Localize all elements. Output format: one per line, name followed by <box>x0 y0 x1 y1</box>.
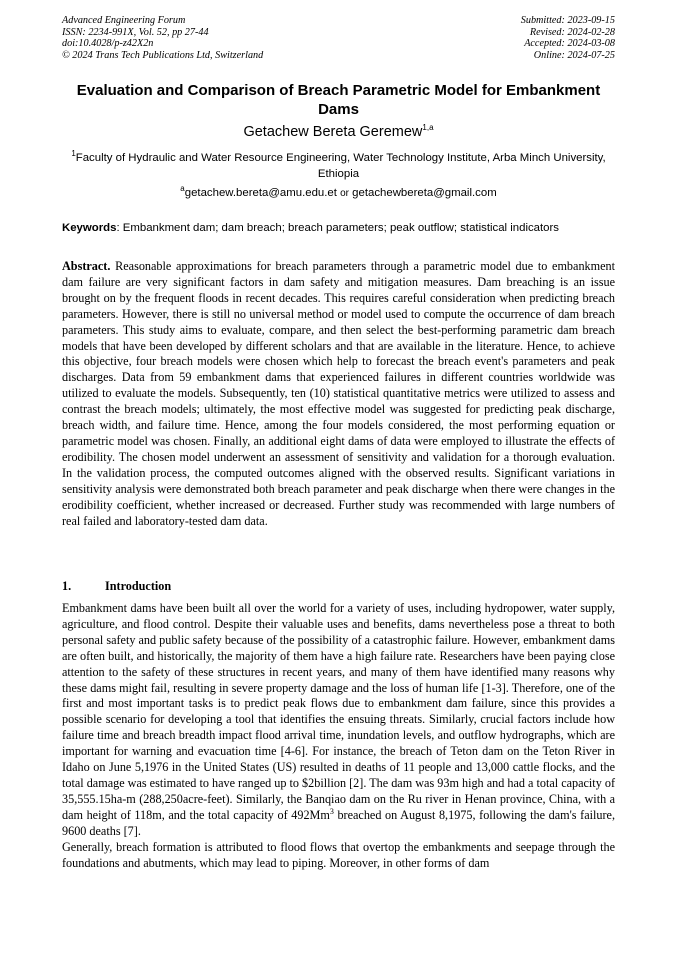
dates-header <box>521 15 615 61</box>
email-line <box>62 186 615 201</box>
cubic-superscript: 3 <box>329 806 334 816</box>
keywords <box>62 221 615 236</box>
author-line <box>62 123 615 141</box>
email-primary[interactable]: getachew.bereta@amu.edu.et <box>184 187 337 199</box>
affiliation <box>62 150 615 182</box>
section-number: 1. <box>62 579 72 593</box>
abstract <box>62 259 615 529</box>
doi-line: doi:10.4028/p-z42X2n <box>62 38 154 50</box>
affiliation-superscript: 1 <box>71 149 76 159</box>
author-name: Getachew Bereta Geremew <box>243 124 423 140</box>
online-date: Online: 2024-07-25 <box>533 49 615 61</box>
intro-paragraph-1-end: breached on August 8,1975, following the dam's failure, 9600 deaths [7]. <box>62 807 615 838</box>
introduction-body <box>62 601 615 871</box>
copyright-line: © 2024 Trans Tech Publications Ltd, Switzerland <box>62 49 264 61</box>
email-superscript: a <box>180 184 185 194</box>
intro-paragraph-1-text: Embankment dams have been built all over the world for a variety of uses, including hydropower, water supply, agriculture, and flood control. Despite their valuable uses and benefits, dams nevertheless pose a threat to both personal safety and public safety because of the possibility of a catastrophic failure. However, embankment dams are often built, and historically, the majority of them have a high failure rate. Researchers have been paying close attention to the safety of these structures in recent years, and many of them have identified many reasons why these dams might fail, resulting in severe property damage and the loss of human life [1-3]. Therefore, one of the first and most important tasks is to predict peak flows due to embankment dam failure, since this provides a possible scenario for developing a tool that identifies the ensuing threats. Similarly, crucial factors include how failure time and breach breadth impact flood arrival time, inundation levels, and outflow hydrographs, which are important for warning and evacuation time [4-6]. For instance, the breach of Teton dam on the Teton River in Idaho on June 5,1976 in the United States (US) resulted in deaths of 11 people and 13,000 cattle flocks, and the total damage was estimated to have ranged up to $2billion [2]. The dam was 93m high and had a total capacity of 35,555.15ha-m (288,250acre-feet). Similarly, the Banqiao dam on the Ru river in Henan province, China, with a dam height of 118m, and the total capacity of 492Mm <box>62 601 615 822</box>
keywords-label: Keywords <box>62 222 117 234</box>
abstract-text: Reasonable approximations for breach parameters through a parametric model due to embankment dam failure are very significant factors in dam safety and mitigation measures. Dam breaching is an issue brought on by the frequent floods in recent decades. This requires careful consideration when predicting breach parameters. However, there is still no universal method or model used to compute the occurrence of dam breach parameters. This study aims to evaluate, compare, and then select the best-performing parametric dam breach models that have been developed by different scholars and that are available in the literature. Hence, to achieve this objective, four breach models were chosen which help to forecast the breach event's parameters and peak discharges. Data from 59 embankment dams that experienced failures in different countries worldwide was utilized to evaluate the models. Subsequently, ten (10) statistical quantitative metrics were utilized to assess and contrast the breach models; ultimately, the most effective model was suggested for predicting peak discharge, breach width, and failure time. Hence, among the four models considered, the most performing equation or parametric model was chosen. Finally, an additional eight dams of data were employed to illustrate the effects of erodibility. The chosen model underwent an assessment of sensitivity and validation for a thorough evaluation. In the validation process, the computed outcomes aligned with the observed results. Significant variations in sensitivity analysis were demonstrated both breach parameter and peak discharge when there were changes in the erodibility coefficient, whether increased or decreased. Further study was recommended with large numbers of real failed and laboratory-tested dam data. <box>62 259 615 528</box>
journal-header <box>62 15 263 61</box>
submitted-date: Submitted: 2023-09-15 <box>520 15 615 26</box>
intro-paragraph-2: Generally, breach formation is attributed to flood flows that overtop the embankments and seepage through the foundations and abutments, which may lead to piping. Moreover, in other forms of dam <box>62 839 615 870</box>
author-superscript: 1,a <box>422 123 434 133</box>
abstract-label: Abstract. <box>62 259 111 273</box>
accepted-date: Accepted: 2024-03-08 <box>524 38 615 50</box>
section-heading <box>62 578 171 594</box>
affiliation-text: Faculty of Hydraulic and Water Resource Engineering, Water Technology Institute, Arba Minch University, Ethiopia <box>75 152 606 180</box>
revised-date: Revised: 2024-02-28 <box>529 26 615 38</box>
email-secondary[interactable]: getachewbereta@gmail.com <box>352 187 497 199</box>
issn-line: ISSN: 2234-991X, Vol. 52, pp 27-44 <box>62 26 209 38</box>
journal-name: Advanced Engineering Forum <box>62 15 186 26</box>
keywords-text: : Embankment dam; dam breach; breach parameters; peak outflow; statistical indicators <box>116 222 559 234</box>
section-title: Introduction <box>105 579 172 593</box>
email-or: or <box>340 188 349 199</box>
intro-paragraph-1 <box>62 601 615 840</box>
paper-title: Evaluation and Comparison of Breach Parametric Model for Embankment Dams <box>76 82 601 118</box>
